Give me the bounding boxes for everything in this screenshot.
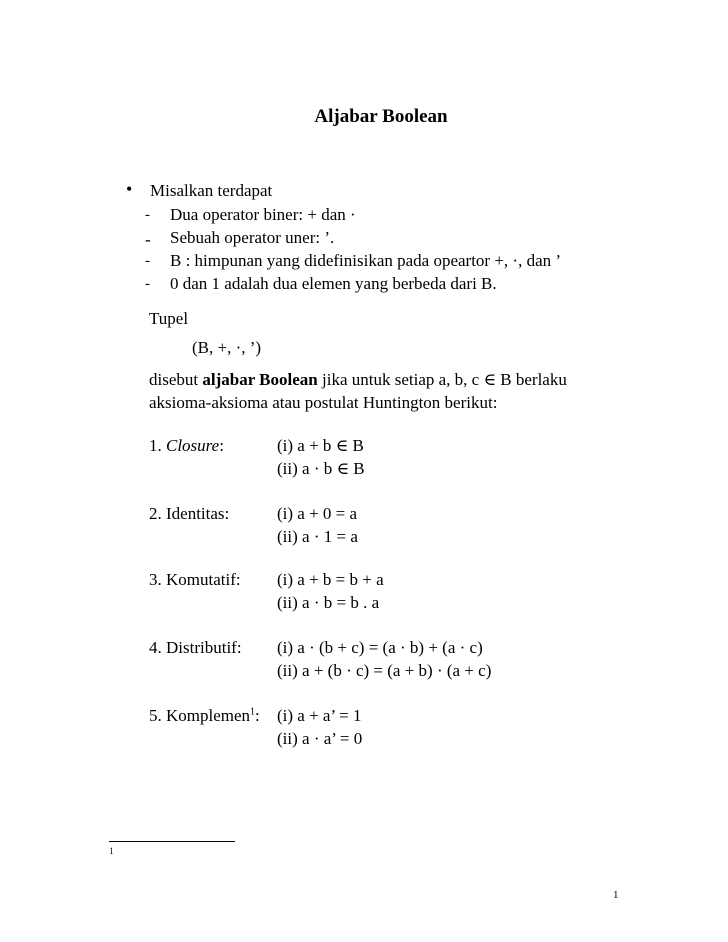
page-number: 1 (613, 889, 619, 901)
definition-text: jika untuk setiap a, b, c ∈ B berlaku (317, 370, 567, 389)
axiom-rule: (ii) a · 1 = a (277, 527, 358, 546)
dash-icon: - (145, 230, 151, 249)
axiom-rule: (ii) a · a’ = 0 (277, 729, 363, 748)
tupel-label: Tupel (149, 309, 189, 328)
axiom-rule: (ii) a + (b · c) = (a + b) · (a + c) (277, 661, 492, 680)
footnote-ref: 1 (250, 706, 256, 718)
list-item: Sebuah operator uner: ’. (170, 228, 335, 247)
bullet-icon: • (126, 179, 133, 199)
axiom-rule: (i) a + a’ = 1 (277, 706, 362, 725)
list-item: Dua operator biner: + dan · (170, 205, 356, 224)
list-item: B : himpunan yang didefinisikan pada opeartor +, ·, dan ’ (170, 251, 562, 270)
definition-text: disebut (149, 370, 203, 389)
dash-icon: - (145, 276, 150, 292)
footnote-mark: 1 (109, 846, 114, 856)
axiom-label: 3. Komutatif: (149, 570, 241, 589)
axiom-rule: (i) a + 0 = a (277, 504, 358, 523)
definition-line-1 (149, 370, 567, 390)
axiom-label: 4. Distributif: (149, 638, 242, 657)
definition-term: aljabar Boolean (202, 370, 318, 389)
tuple-expression: (B, +, ·, ’) (192, 338, 262, 357)
axiom-rule: (i) a · (b + c) = (a · b) + (a · c) (277, 638, 483, 657)
dash-icon: - (145, 207, 150, 223)
axiom-rule: (i) a + b ∈ B (277, 436, 364, 455)
definition-line-2: aksioma-aksioma atau postulat Huntington berikut: (149, 393, 498, 412)
axiom-rule: (ii) a · b ∈ B (277, 459, 365, 478)
axiom-rule: (ii) a · b = b . a (277, 593, 380, 612)
axiom-label: 5. Komplemen$^1$: (149, 706, 260, 725)
axiom-label: 1. Closure: (149, 436, 224, 455)
footnote-divider (109, 841, 235, 842)
dash-icon: - (145, 253, 150, 269)
axiom-rule: (i) a + b = b + a (277, 570, 384, 589)
page-title: Aljabar Boolean (314, 106, 448, 127)
list-item: 0 dan 1 adalah dua elemen yang berbeda dari B. (170, 274, 497, 293)
axiom-label: 2. Identitas: (149, 504, 230, 523)
intro-text: Misalkan terdapat (150, 181, 273, 200)
